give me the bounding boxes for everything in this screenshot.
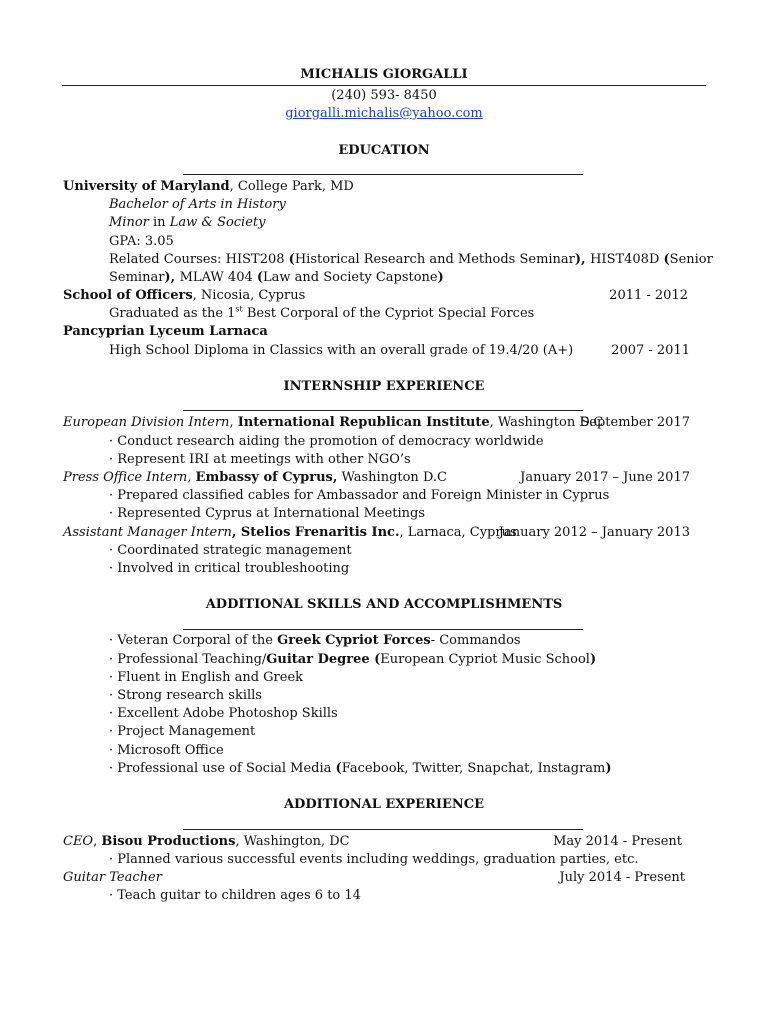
email-link[interactable]: giorgalli.michalis@yahoo.com [285,106,483,121]
iri-line: European Division Intern, International Republican Institute, Washington D.C [63,415,604,430]
additional-rule [183,829,583,830]
skill-item-8: · Professional use of Social Media (Facebook, Twitter, Snapchat, Instagram) [109,761,612,776]
ceo-line: CEO, Bisou Productions, Washington, DC [63,834,350,849]
additional-heading: ADDITIONAL EXPERIENCE [283,797,485,812]
guitar-teacher-bullet-1: · Teach guitar to children ages 6 to 14 [109,888,361,903]
umd-gpa: GPA: 3.05 [109,234,174,249]
skill-item-7: · Microsoft Office [109,743,224,758]
frenaritis-line: Assistant Manager Intern, Stelios Frenaritis Inc., Larnaca, Cyprus [63,525,517,540]
skill-item-2: · Professional Teaching/Guitar Degree (European Cypriot Music School) [109,652,597,667]
skills-heading: ADDITIONAL SKILLS AND ACCOMPLISHMENTS [205,597,563,612]
candidate-name: MICHALIS GIORGALLI [300,67,468,82]
ceo-date: May 2014 - Present [553,834,682,849]
soo-line [63,288,305,304]
skill-item-4: · Strong research skills [109,688,262,703]
soo-name: School of Officers [63,288,193,303]
umd-courses-line-1: Related Courses: HIST208 (Historical Research and Methods Seminar), HIST408D (Senior [109,252,713,267]
embassy-date: January 2017 – June 2017 [520,470,690,485]
guitar-teacher-date: July 2014 - Present [559,870,685,885]
education-heading: EDUCATION [338,143,430,158]
internship-heading: INTERNSHIP EXPERIENCE [283,379,485,394]
umd-line [63,179,354,195]
skill-item-3: · Fluent in English and Greek [109,670,304,685]
skill-item-5: · Excellent Adobe Photoshop Skills [109,706,338,721]
soo-location: , Nicosia, Cyprus [192,288,306,303]
umd-courses-line-2: Seminar), MLAW 404 (Law and Society Capstone) [109,270,444,285]
skills-rule [183,629,583,630]
pll-date: 2007 - 2011 [611,343,690,358]
umd-degree: Bachelor of Arts in History [109,197,286,212]
umd-location: , College Park, MD [229,179,354,194]
frenaritis-date: January 2012 – January 2013 [498,525,690,540]
soo-detail: Graduated as the 1st Best Corporal of the Cypriot Special Forces [109,304,535,321]
embassy-bullet-1: · Prepared classified cables for Ambassador and Foreign Minister in Cyprus [109,488,610,503]
header-rule [62,85,706,86]
skill-item-1: · Veteran Corporal of the Greek Cypriot Forces- Commandos [109,633,521,648]
umd-name: University of Maryland [63,179,230,194]
pll-name: Pancyprian Lyceum Larnaca [63,324,268,339]
skill-item-6: · Project Management [109,724,256,739]
iri-bullet-1: · Conduct research aiding the promotion of democracy worldwide [109,434,544,449]
guitar-teacher-role: Guitar Teacher [63,870,162,885]
ceo-bullet-1: · Planned various successful events including weddings, graduation parties, etc. [109,852,639,867]
embassy-bullet-2: · Represented Cyprus at International Meetings [109,506,426,521]
frenaritis-bullet-1: · Coordinated strategic management [109,543,352,558]
education-rule [183,174,583,175]
frenaritis-bullet-2: · Involved in critical troubleshooting [109,561,350,576]
soo-date: 2011 - 2012 [609,288,688,303]
iri-bullet-2: · Represent IRI at meetings with other NGO’s [109,452,411,467]
umd-minor: Minor in Law & Society [109,215,266,230]
internship-rule [183,410,583,411]
phone-number: (240) 593- 8450 [331,88,437,103]
embassy-line: Press Office Intern, Embassy of Cyprus, Washington D.C [63,470,447,485]
pll-detail: High School Diploma in Classics with an overall grade of 19.4/20 (A+) [109,343,574,358]
iri-date: September 2017 [580,415,690,430]
